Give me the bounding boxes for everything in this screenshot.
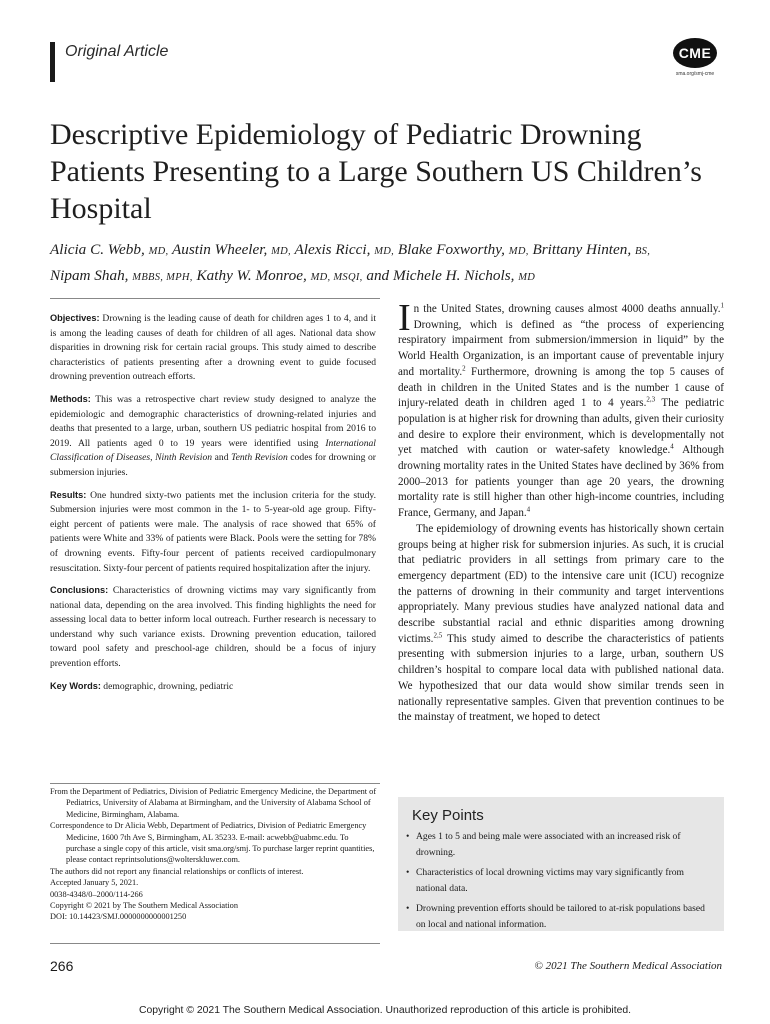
- author-degree: BS,: [634, 246, 651, 257]
- reference-link[interactable]: 1: [720, 301, 724, 310]
- author-degree: MD,: [374, 246, 395, 257]
- bullet-icon: •: [406, 831, 410, 842]
- body-span: Although drowning mortality rates in the United States have declined by 36% from 2000–2013 for patients younger than age 20 years, the drowning mortality rate is still higher than other high-income countries, including France, Germany, and Japan.: [398, 444, 724, 520]
- key-point-item: [404, 901, 712, 933]
- body-span: Drowning, which is defined as “the process of experiencing respiratory impairment from submersion/immersion in liquid” by the World Health Organization, is an important cause of preventable injury and mortality.: [398, 318, 724, 378]
- author-name: Austin Wheeler,: [171, 241, 268, 258]
- key-points-list: [404, 829, 712, 937]
- body-span: This study aimed to describe the characteristics of patients presenting with submersion injuries to a large, urban, southern US children’s hospital to compare local data with published national data. We hypothesized that our data would show similar trends seen in nationally representative samples. Given that prevention continues to be the mainstay of treatment, we hoped to detect: [398, 632, 724, 724]
- abstract-text: This was a retrospective chart review study designed to analyze the epidemiologic and demographic characteristics of drowning-related injuries and deaths that presented to a large, urban, southern US pediatric hospital from 2016 to 2019. All patients aged 0 to 19 years were identified using: [50, 393, 377, 449]
- page-number: 266: [50, 958, 74, 974]
- key-point-text: Characteristics of local drowning victims may vary significantly from national data.: [416, 867, 685, 894]
- footnote-disclosure: The authors did not report any financial relationships or conflicts of interest.: [50, 866, 304, 876]
- abstract-text: One hundred sixty-two patients met the inclusion criteria for the study. Submersion injuries were most common in the 1- to 5-year-old age group. Fifty-eight percent of patients were male. The analysis of race showed that 65% of patients were White and 33% of patients were Black. Pools were the setting for 78% of drowning events. Fifty-four percent of patients received cardiopulmonary resuscitation. Sixty-four percent of patients required hospitalization after the injury.: [50, 489, 377, 574]
- author-degree: MBBS, MPH,: [132, 272, 193, 283]
- bullet-icon: •: [406, 903, 410, 914]
- abstract-text: Drowning is the leading cause of death for children ages 1 to 4, and it is among the leading causes of death for children of all ages. National data show disparities in drowning risk for certain racial groups. This study aimed to describe characteristics of patients presenting after a drowning event to guide focused drowning prevention outreach efforts.: [50, 313, 376, 383]
- abstract-label: Objectives:: [50, 313, 100, 323]
- article-title: Descriptive Epidemiology of Pediatric Drowning Patients Presenting to a Large Southern US Children’s Hospital: [50, 118, 702, 225]
- author-name: Kathy W. Monroe,: [196, 267, 307, 284]
- footnote-copyright: Copyright © 2021 by The Southern Medical Association: [50, 901, 238, 911]
- author-list: [50, 238, 740, 290]
- footnote-accepted: Accepted January 5, 2021.: [50, 878, 139, 888]
- abstract-label: Results:: [50, 489, 87, 500]
- reference-link[interactable]: 4: [526, 505, 531, 514]
- author-name: Nipam Shah,: [50, 267, 129, 284]
- footnote-affiliation: From the Department of Pediatrics, Division of Pediatric Emergency Medicine, the Department of Pediatrics, University of Alabama at Birmingham, and the University of Alabama School of Medicine, Birmingham, Alabama.: [50, 787, 377, 819]
- body-span: n the United States, drowning causes almost 4000 deaths annually.: [413, 303, 721, 315]
- abstract-conclusions: [50, 583, 376, 672]
- footnotes: [50, 786, 380, 923]
- key-point-text: Drowning prevention efforts should be tailored to at-risk populations based on local and national information.: [416, 903, 705, 930]
- author-name: Blake Foxworthy,: [397, 241, 505, 258]
- journal-footer: © 2021 The Southern Medical Association: [534, 960, 722, 972]
- bullet-icon: •: [406, 867, 410, 878]
- cme-url: sma.org/smj-cme: [675, 71, 715, 77]
- body-paragraph: [398, 522, 724, 726]
- divider: [50, 783, 380, 784]
- author-name: Alicia C. Webb,: [50, 241, 145, 258]
- reference-link[interactable]: 2: [462, 364, 466, 373]
- author-name: Alexis Ricci,: [294, 241, 371, 258]
- divider: [50, 298, 380, 299]
- abstract-label: Conclusions:: [50, 585, 109, 596]
- key-point-item: [404, 865, 712, 897]
- reference-link[interactable]: 2,5: [433, 631, 443, 640]
- body-span: Furthermore, drowning is among the top 5 causes of death in children in the United States and is the number 1 cause of injury-related death in children aged 1 to 4 years.: [398, 365, 724, 410]
- abstract-text: codes for drowning or submersion injuries.: [50, 452, 376, 478]
- author-degree: MD: [518, 272, 536, 283]
- abstract-text-italic: International Classification of Diseases, Ninth Revision: [50, 437, 376, 464]
- abstract-keywords: [50, 679, 376, 695]
- footnote-issn: 0038-4348/0–2000/114-266: [50, 889, 143, 899]
- abstract-methods: [50, 392, 376, 481]
- abstract-text: Characteristics of drowning victims may vary significantly from national data, depending on the area involved. This finding highlights the need for assessing local data to better inform local outreach. Further research is necessary to understand why such variance exists. Drowning prevention education, tailored toward pool safety and preschool-age children, should be a focus of injury prevention efforts.: [50, 585, 376, 670]
- copyright-notice: Copyright © 2021 The Southern Medical Association. Unauthorized reproduction of this article is prohibited.: [138, 1005, 632, 1016]
- cme-badge-icon: CME: [673, 38, 717, 68]
- body-paragraph: [398, 297, 724, 522]
- drop-cap: I: [398, 297, 411, 339]
- key-point-text: Ages 1 to 5 and being male were associated with an increased risk of drowning.: [416, 831, 681, 858]
- abstract-label: Key Words:: [50, 680, 101, 691]
- author-degree: MD,: [508, 246, 529, 257]
- reference-link[interactable]: 4: [670, 442, 674, 451]
- key-points-box: [398, 797, 724, 931]
- divider: [50, 943, 380, 944]
- author-degree: MD,: [148, 246, 169, 257]
- body-span: The pediatric population is at higher risk for drowning than adults, given their curiosity and desire to explore their environment, which is developmentally not yet matched with caution or water-safety knowledge.: [398, 397, 724, 457]
- abstract: [50, 311, 376, 701]
- author-name: and Michele H. Nichols,: [366, 267, 515, 284]
- key-point-item: [404, 829, 712, 861]
- abstract-results: [50, 488, 376, 577]
- abstract-label: Methods:: [50, 393, 91, 404]
- author-degree: MD,: [271, 246, 291, 257]
- body-text: [398, 297, 724, 726]
- cme-logo[interactable]: [668, 38, 722, 86]
- footnote-doi[interactable]: DOI: 10.14423/SMJ.0000000000001250: [50, 912, 187, 922]
- abstract-text-italic: Tenth Revision: [231, 452, 288, 464]
- author-degree: MD, MSQI,: [310, 272, 363, 283]
- key-points-title: Key Points: [412, 807, 484, 824]
- reference-link[interactable]: 2,3: [646, 395, 656, 404]
- footnote-correspondence[interactable]: Correspondence to Dr Alicia Webb, Department of Pediatrics, Division of Pediatric Emergency Medicine, 1600 7th Ave S, Birmingham, AL 35233. E-mail: acwebb@uabmc.edu. To purchase a single copy of this article, visit sma.org/smj. To purchase larger reprint quantities, please contact reprintsolutions@wolterskluwer.com.: [50, 821, 375, 865]
- body-span: The epidemiology of drowning events has historically shown certain groups being at higher risk for submersion injuries. As such, it is crucial that pediatric providers in all settings from primary care to the emergency department (ED) to the intensive care unit (ICU) recognize the patterns of drowning in their community and target interventions appropriately. Many previous studies have analyzed national data and describe substantial racial and ethnic disparities among drowning victims.: [398, 522, 724, 645]
- abstract-text: and: [214, 452, 229, 464]
- abstract-text: demographic, drowning, pediatric: [103, 680, 234, 692]
- abstract-objectives: [50, 311, 376, 385]
- author-name: Brittany Hinten,: [532, 241, 632, 258]
- section-label: Original Article: [50, 42, 168, 82]
